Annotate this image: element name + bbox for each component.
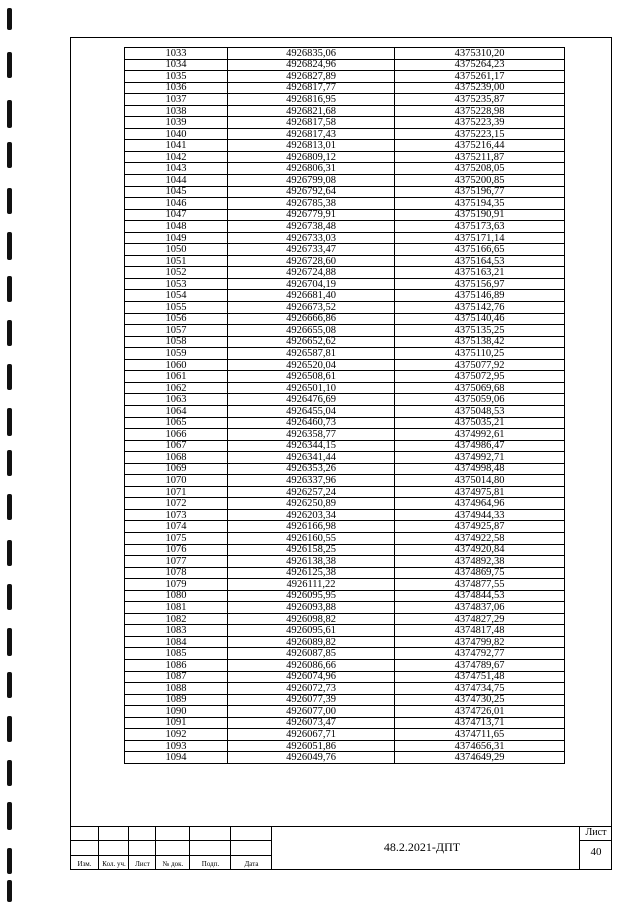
y-coordinate-cell: 4375069,68: [395, 382, 565, 394]
x-coordinate-cell: 4926817,58: [228, 117, 395, 129]
y-coordinate-cell: 4374837,06: [395, 602, 565, 614]
y-coordinate-cell: 4374998,48: [395, 463, 565, 475]
table-row: [125, 579, 565, 591]
y-coordinate-cell: 4375261,17: [395, 71, 565, 83]
point-number-cell: 1041: [125, 140, 228, 152]
table-row: [125, 475, 565, 487]
point-number-cell: 1081: [125, 602, 228, 614]
y-coordinate-cell: 4374992,71: [395, 452, 565, 464]
x-coordinate-cell: 4926095,61: [228, 625, 395, 637]
point-number-cell: 1063: [125, 394, 228, 406]
table-row: [125, 452, 565, 464]
x-coordinate-cell: 4926093,88: [228, 602, 395, 614]
y-coordinate-cell: 4375140,46: [395, 313, 565, 325]
table-row: [125, 232, 565, 244]
x-coordinate-cell: 4926337,96: [228, 475, 395, 487]
table-row: [125, 209, 565, 221]
point-number-cell: 1066: [125, 429, 228, 441]
table-row: [125, 117, 565, 129]
table-row: [125, 613, 565, 625]
x-coordinate-cell: 4926074,96: [228, 671, 395, 683]
table-row: [125, 359, 565, 371]
x-coordinate-cell: 4926520,04: [228, 359, 395, 371]
y-coordinate-cell: 4374877,55: [395, 579, 565, 591]
x-coordinate-cell: 4926806,31: [228, 163, 395, 175]
x-coordinate-cell: 4926077,39: [228, 694, 395, 706]
x-coordinate-cell: 4926476,69: [228, 394, 395, 406]
point-number-cell: 1079: [125, 579, 228, 591]
table-row: [125, 498, 565, 510]
y-coordinate-cell: 4374734,75: [395, 683, 565, 695]
table-row: [125, 625, 565, 637]
x-coordinate-cell: 4926824,96: [228, 59, 395, 71]
point-number-cell: 1051: [125, 255, 228, 267]
table-row: [125, 163, 565, 175]
point-number-cell: 1085: [125, 648, 228, 660]
y-coordinate-cell: 4375200,85: [395, 175, 565, 187]
y-coordinate-cell: 4374986,47: [395, 440, 565, 452]
table-row: [125, 151, 565, 163]
x-coordinate-cell: 4926358,77: [228, 429, 395, 441]
stamp-label-sheet: Лист: [135, 860, 150, 868]
x-coordinate-cell: 4926158,25: [228, 544, 395, 556]
point-number-cell: 1049: [125, 232, 228, 244]
table-row: [125, 556, 565, 568]
point-number-cell: 1074: [125, 521, 228, 533]
y-coordinate-cell: 4374922,58: [395, 532, 565, 544]
table-row: [125, 82, 565, 94]
point-number-cell: 1045: [125, 186, 228, 198]
table-row: [125, 140, 565, 152]
y-coordinate-cell: 4374726,01: [395, 706, 565, 718]
x-coordinate-cell: 4926098,82: [228, 613, 395, 625]
point-number-cell: 1068: [125, 452, 228, 464]
y-coordinate-cell: 4374649,29: [395, 752, 565, 764]
table-row: [125, 440, 565, 452]
point-number-cell: 1055: [125, 302, 228, 314]
table-row: [125, 532, 565, 544]
coordinates-table-body: [125, 48, 565, 764]
point-number-cell: 1072: [125, 498, 228, 510]
point-number-cell: 1065: [125, 417, 228, 429]
point-number-cell: 1078: [125, 567, 228, 579]
x-coordinate-cell: 4926821,68: [228, 105, 395, 117]
y-coordinate-cell: 4375208,05: [395, 163, 565, 175]
point-number-cell: 1037: [125, 94, 228, 106]
point-number-cell: 1090: [125, 706, 228, 718]
point-number-cell: 1062: [125, 382, 228, 394]
point-number-cell: 1044: [125, 175, 228, 187]
x-coordinate-cell: 4926817,43: [228, 128, 395, 140]
table-row: [125, 336, 565, 348]
table-row: [125, 521, 565, 533]
point-number-cell: 1064: [125, 405, 228, 417]
point-number-cell: 1082: [125, 613, 228, 625]
point-number-cell: 1069: [125, 463, 228, 475]
y-coordinate-cell: 4374944,33: [395, 509, 565, 521]
point-number-cell: 1035: [125, 71, 228, 83]
point-number-cell: 1088: [125, 683, 228, 695]
y-coordinate-cell: 4375110,25: [395, 348, 565, 360]
x-coordinate-cell: 4926111,22: [228, 579, 395, 591]
table-row: [125, 382, 565, 394]
point-number-cell: 1080: [125, 590, 228, 602]
table-row: [125, 729, 565, 741]
x-coordinate-cell: 4926809,12: [228, 151, 395, 163]
y-coordinate-cell: 4375196,77: [395, 186, 565, 198]
y-coordinate-cell: 4375164,53: [395, 255, 565, 267]
x-coordinate-cell: 4926655,08: [228, 325, 395, 337]
point-number-cell: 1089: [125, 694, 228, 706]
point-number-cell: 1048: [125, 221, 228, 233]
x-coordinate-cell: 4926704,19: [228, 278, 395, 290]
point-number-cell: 1060: [125, 359, 228, 371]
table-row: [125, 348, 565, 360]
point-number-cell: 1086: [125, 659, 228, 671]
table-row: [125, 128, 565, 140]
y-coordinate-cell: 4375228,98: [395, 105, 565, 117]
y-coordinate-cell: 4375048,53: [395, 405, 565, 417]
y-coordinate-cell: 4375142,76: [395, 302, 565, 314]
point-number-cell: 1059: [125, 348, 228, 360]
x-coordinate-cell: 4926072,73: [228, 683, 395, 695]
table-row: [125, 186, 565, 198]
table-row: [125, 290, 565, 302]
table-row: [125, 602, 565, 614]
x-coordinate-cell: 4926087,85: [228, 648, 395, 660]
x-coordinate-cell: 4926067,71: [228, 729, 395, 741]
stamp-label-date: Дата: [244, 860, 259, 868]
x-coordinate-cell: 4926501,10: [228, 382, 395, 394]
x-coordinate-cell: 4926203,34: [228, 509, 395, 521]
point-number-cell: 1071: [125, 486, 228, 498]
x-coordinate-cell: 4926728,60: [228, 255, 395, 267]
x-coordinate-cell: 4926250,89: [228, 498, 395, 510]
table-row: [125, 429, 565, 441]
table-row: [125, 567, 565, 579]
x-coordinate-cell: 4926460,73: [228, 417, 395, 429]
point-number-cell: 1061: [125, 371, 228, 383]
y-coordinate-cell: 4375156,97: [395, 278, 565, 290]
y-coordinate-cell: 4375223,39: [395, 117, 565, 129]
title-block: [70, 826, 612, 870]
y-coordinate-cell: 4374964,96: [395, 498, 565, 510]
point-number-cell: 1077: [125, 556, 228, 568]
x-coordinate-cell: 4926166,98: [228, 521, 395, 533]
y-coordinate-cell: 4375211,87: [395, 151, 565, 163]
y-coordinate-cell: 4374799,82: [395, 636, 565, 648]
point-number-cell: 1058: [125, 336, 228, 348]
point-number-cell: 1043: [125, 163, 228, 175]
table-row: [125, 371, 565, 383]
y-coordinate-cell: 4374751,48: [395, 671, 565, 683]
x-coordinate-cell: 4926779,91: [228, 209, 395, 221]
y-coordinate-cell: 4375146,89: [395, 290, 565, 302]
x-coordinate-cell: 4926792,64: [228, 186, 395, 198]
y-coordinate-cell: 4375166,65: [395, 244, 565, 256]
table-row: [125, 94, 565, 106]
x-coordinate-cell: 4926049,76: [228, 752, 395, 764]
x-coordinate-cell: 4926673,52: [228, 302, 395, 314]
x-coordinate-cell: 4926508,61: [228, 371, 395, 383]
point-number-cell: 1050: [125, 244, 228, 256]
x-coordinate-cell: 4926455,04: [228, 405, 395, 417]
table-row: [125, 648, 565, 660]
document-code: 48.2.2021-ДПТ: [383, 840, 461, 854]
y-coordinate-cell: 4375223,15: [395, 128, 565, 140]
table-row: [125, 105, 565, 117]
stamp-label-doc-number: № док.: [162, 860, 184, 868]
table-row: [125, 486, 565, 498]
y-coordinate-cell: 4375163,21: [395, 267, 565, 279]
y-coordinate-cell: 4374869,75: [395, 567, 565, 579]
table-row: [125, 717, 565, 729]
table-row: [125, 683, 565, 695]
point-number-cell: 1033: [125, 48, 228, 60]
point-number-cell: 1083: [125, 625, 228, 637]
y-coordinate-cell: 4374975,81: [395, 486, 565, 498]
y-coordinate-cell: 4374792,77: [395, 648, 565, 660]
stamp-label-change: Изм.: [77, 860, 92, 868]
y-coordinate-cell: 4375171,14: [395, 232, 565, 244]
table-row: [125, 394, 565, 406]
y-coordinate-cell: 4374789,67: [395, 659, 565, 671]
x-coordinate-cell: 4926138,38: [228, 556, 395, 568]
point-number-cell: 1087: [125, 671, 228, 683]
y-coordinate-cell: 4375194,35: [395, 198, 565, 210]
table-row: [125, 694, 565, 706]
table-row: [125, 509, 565, 521]
point-number-cell: 1053: [125, 278, 228, 290]
table-row: [125, 544, 565, 556]
x-coordinate-cell: 4926125,38: [228, 567, 395, 579]
table-row: [125, 71, 565, 83]
x-coordinate-cell: 4926051,86: [228, 740, 395, 752]
y-coordinate-cell: 4375173,63: [395, 221, 565, 233]
x-coordinate-cell: 4926160,55: [228, 532, 395, 544]
y-coordinate-cell: 4375035,21: [395, 417, 565, 429]
table-row: [125, 48, 565, 60]
point-number-cell: 1047: [125, 209, 228, 221]
table-row: [125, 313, 565, 325]
y-coordinate-cell: 4375072,95: [395, 371, 565, 383]
point-number-cell: 1038: [125, 105, 228, 117]
point-number-cell: 1042: [125, 151, 228, 163]
y-coordinate-cell: 4374730,25: [395, 694, 565, 706]
y-coordinate-cell: 4374925,87: [395, 521, 565, 533]
point-number-cell: 1084: [125, 636, 228, 648]
x-coordinate-cell: 4926077,00: [228, 706, 395, 718]
x-coordinate-cell: 4926089,82: [228, 636, 395, 648]
x-coordinate-cell: 4926733,03: [228, 232, 395, 244]
table-row: [125, 59, 565, 71]
table-row: [125, 463, 565, 475]
point-number-cell: 1093: [125, 740, 228, 752]
y-coordinate-cell: 4375239,00: [395, 82, 565, 94]
point-number-cell: 1076: [125, 544, 228, 556]
point-number-cell: 1067: [125, 440, 228, 452]
y-coordinate-cell: 4375077,92: [395, 359, 565, 371]
table-row: [125, 302, 565, 314]
x-coordinate-cell: 4926813,01: [228, 140, 395, 152]
y-coordinate-cell: 4375310,20: [395, 48, 565, 60]
binding-marks: [0, 0, 20, 905]
point-number-cell: 1092: [125, 729, 228, 741]
y-coordinate-cell: 4375059,06: [395, 394, 565, 406]
table-row: [125, 417, 565, 429]
y-coordinate-cell: 4374711,65: [395, 729, 565, 741]
x-coordinate-cell: 4926073,47: [228, 717, 395, 729]
table-row: [125, 659, 565, 671]
point-number-cell: 1056: [125, 313, 228, 325]
point-number-cell: 1057: [125, 325, 228, 337]
x-coordinate-cell: 4926724,88: [228, 267, 395, 279]
table-row: [125, 590, 565, 602]
y-coordinate-cell: 4374817,48: [395, 625, 565, 637]
x-coordinate-cell: 4926835,06: [228, 48, 395, 60]
table-row: [125, 671, 565, 683]
point-number-cell: 1070: [125, 475, 228, 487]
stamp-label-quantity: Кол. уч.: [102, 860, 126, 868]
stamp-label-signature: Подп.: [201, 860, 220, 868]
x-coordinate-cell: 4926827,89: [228, 71, 395, 83]
table-row: [125, 636, 565, 648]
point-number-cell: 1039: [125, 117, 228, 129]
x-coordinate-cell: 4926785,38: [228, 198, 395, 210]
y-coordinate-cell: 4375264,23: [395, 59, 565, 71]
y-coordinate-cell: 4375216,44: [395, 140, 565, 152]
y-coordinate-cell: 4374827,29: [395, 613, 565, 625]
x-coordinate-cell: 4926666,86: [228, 313, 395, 325]
x-coordinate-cell: 4926681,40: [228, 290, 395, 302]
y-coordinate-cell: 4374656,31: [395, 740, 565, 752]
x-coordinate-cell: 4926257,24: [228, 486, 395, 498]
sheet-label: Лист: [585, 827, 607, 838]
table-row: [125, 198, 565, 210]
table-row: [125, 740, 565, 752]
x-coordinate-cell: 4926816,95: [228, 94, 395, 106]
y-coordinate-cell: 4375014,80: [395, 475, 565, 487]
point-number-cell: 1046: [125, 198, 228, 210]
point-number-cell: 1052: [125, 267, 228, 279]
table-row: [125, 278, 565, 290]
y-coordinate-cell: 4375235,87: [395, 94, 565, 106]
x-coordinate-cell: 4926587,81: [228, 348, 395, 360]
point-number-cell: 1075: [125, 532, 228, 544]
y-coordinate-cell: 4375190,91: [395, 209, 565, 221]
y-coordinate-cell: 4374920,84: [395, 544, 565, 556]
x-coordinate-cell: 4926817,77: [228, 82, 395, 94]
table-row: [125, 244, 565, 256]
point-number-cell: 1094: [125, 752, 228, 764]
table-row: [125, 267, 565, 279]
x-coordinate-cell: 4926095,95: [228, 590, 395, 602]
point-number-cell: 1040: [125, 128, 228, 140]
x-coordinate-cell: 4926733,47: [228, 244, 395, 256]
table-row: [125, 325, 565, 337]
table-row: [125, 221, 565, 233]
table-row: [125, 752, 565, 764]
y-coordinate-cell: 4374713,71: [395, 717, 565, 729]
x-coordinate-cell: 4926353,26: [228, 463, 395, 475]
point-number-cell: 1036: [125, 82, 228, 94]
x-coordinate-cell: 4926652,62: [228, 336, 395, 348]
point-number-cell: 1091: [125, 717, 228, 729]
y-coordinate-cell: 4374892,38: [395, 556, 565, 568]
x-coordinate-cell: 4926799,08: [228, 175, 395, 187]
point-number-cell: 1054: [125, 290, 228, 302]
point-number-cell: 1034: [125, 59, 228, 71]
y-coordinate-cell: 4375138,42: [395, 336, 565, 348]
table-row: [125, 706, 565, 718]
x-coordinate-cell: 4926086,66: [228, 659, 395, 671]
sheet-number: 40: [590, 846, 602, 858]
x-coordinate-cell: 4926344,15: [228, 440, 395, 452]
table-row: [125, 255, 565, 267]
x-coordinate-cell: 4926738,48: [228, 221, 395, 233]
table-row: [125, 175, 565, 187]
x-coordinate-cell: 4926341,44: [228, 452, 395, 464]
table-row: [125, 405, 565, 417]
y-coordinate-cell: 4375135,25: [395, 325, 565, 337]
y-coordinate-cell: 4374844,53: [395, 590, 565, 602]
coordinates-table: [124, 47, 565, 764]
point-number-cell: 1073: [125, 509, 228, 521]
y-coordinate-cell: 4374992,61: [395, 429, 565, 441]
